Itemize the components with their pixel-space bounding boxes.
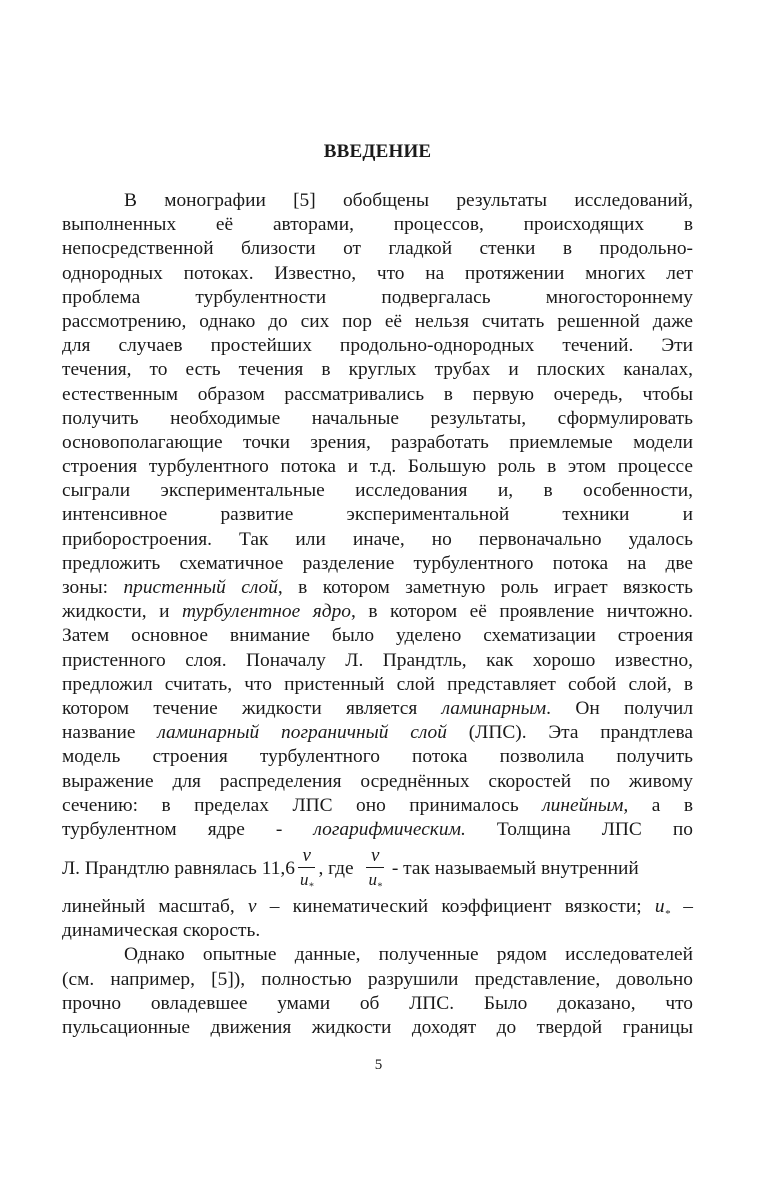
text-line: непосредственной близости от гладкой стенки в продольно- [62, 238, 693, 260]
text-line: (см. например, [5]), полностью разрушили представление, довольно [62, 968, 693, 990]
formula-text-before: Л. Прандтлю равнялась 11,6 [62, 857, 295, 879]
italic-term: линейным, [542, 794, 629, 816]
text-line: выполненных её авторами, процессов, происходящих в [62, 214, 693, 236]
text-line: течения, то есть течения в круглых трубах и плоских каналах, [62, 359, 693, 381]
text-line: модель строения турбулентного потока позволила получить [62, 746, 693, 768]
italic-term: ламинарный пограничный слой [157, 722, 447, 744]
formula-text-mid: , где [318, 857, 359, 879]
text-line: строения турбулентного потока и т.д. Большую роль в этом процессе [62, 456, 693, 478]
page-body [62, 141, 693, 1040]
text-line: для случаев простейших продольно-однородных течений. Эти [62, 335, 693, 357]
text-line: сечению: в пределах ЛПС оно принималось линейным, а в [62, 794, 693, 816]
text-line: интенсивное развитие экспериментальной техники и [62, 504, 693, 526]
text-line: жидкости, и турбулентное ядро, в котором её проявление ничтожно. [62, 601, 693, 623]
text-line: пристенного слоя. Поначалу Л. Прандтль, как хорошо известно, [62, 649, 693, 671]
text-line: название ламинарный пограничный слой (ЛПС). Эта прандтлева [62, 722, 693, 744]
text-line: линейный масштаб, ν – кинематический коэффициент вязкости; $u_*$ – [62, 896, 693, 920]
italic-term: пристенный слой [123, 577, 278, 598]
fraction-denominator: $u_*$ [298, 867, 316, 892]
text-line: рассмотрению, однако до сих пор её нельзя считать решенной даже [62, 310, 693, 332]
text-line: приборостроения. Так или иначе, но первоначально удалось [62, 528, 693, 550]
paragraph-2 [62, 943, 693, 1040]
paragraph-1 [62, 189, 693, 943]
text-line: сыграли экспериментальные исследования и, в особенности, [62, 480, 693, 502]
text-line: турбулентном ядре - логарифмическим. Толщина ЛПС по [62, 818, 693, 840]
fraction-nu-over-u [366, 846, 384, 892]
text-line: динамическая скорость. [62, 920, 261, 942]
formula-line [62, 844, 693, 894]
text-line: проблема турбулентности подвергалась многостороннему [62, 286, 693, 308]
italic-term: логарифмическим. [313, 818, 466, 840]
text-line: зоны: пристенный слой, в котором заметную роль играет вязкость [62, 577, 694, 598]
text-line: выражение для распределения осреднённых скоростей по живому [62, 770, 693, 792]
text-line: естественным образом рассматривались в первую очередь, чтобы [62, 383, 693, 405]
text-line: Затем основное внимание было уделено схематизации строения [62, 625, 693, 647]
fraction-denominator: $u_*$ [366, 867, 384, 892]
fraction-nu-over-u [298, 846, 316, 892]
italic-term: турбулентное ядро [181, 601, 351, 623]
text-line: основополагающие точки зрения, разработать приемлемые модели [62, 431, 693, 453]
text-line: В монографии [5] обобщены результаты исследований, [124, 190, 693, 211]
italic-term: ламинарным [441, 697, 547, 719]
text-line: получить необходимые начальные результаты, сформулировать [62, 407, 693, 429]
text-line: предложил считать, что пристенный слой представляет собой слой, в [62, 673, 693, 695]
text-line: пульсационные движения жидкости доходят до твердой границы [62, 1017, 693, 1038]
fraction-numerator: ν [302, 844, 311, 866]
fraction-numerator: ν [371, 844, 380, 866]
text-line: котором течение жидкости является ламинарным. Он получил [62, 697, 693, 719]
page-number: 5 [374, 1057, 383, 1073]
text-line: однородных потоках. Известно, что на протяжении многих лет [62, 262, 693, 284]
text-line: предложить схематичное разделение турбулентного потока на две [62, 552, 693, 574]
text-line: прочно овладевшее умами об ЛПС. Было доказано, что [62, 992, 693, 1014]
text-line: Однако опытные данные, полученные рядом исследователей [124, 944, 693, 966]
formula-text-after: - так называемый внутренний [386, 857, 639, 879]
page-title: ВВЕДЕНИЕ [323, 141, 432, 162]
